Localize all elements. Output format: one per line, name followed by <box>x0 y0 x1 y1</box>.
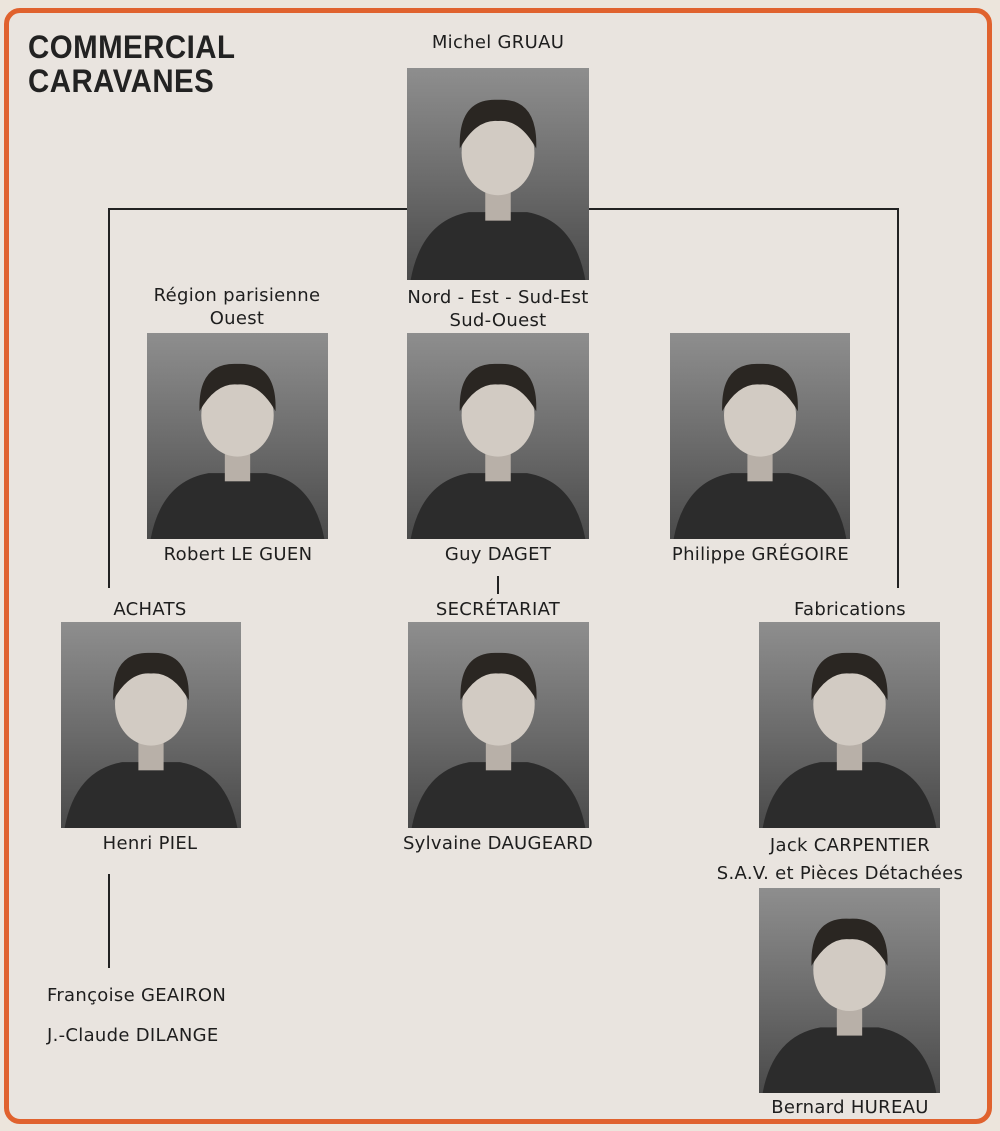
photo-michel-gruau <box>407 68 589 280</box>
photo-sylvaine-daugeard <box>408 622 589 828</box>
portrait-silhouette <box>61 622 241 828</box>
portrait-shoulders <box>674 473 847 539</box>
title-line-1: COMMERCIAL <box>28 29 236 65</box>
dept-fabrications: Fabrications <box>794 599 906 620</box>
name-henri-piel: Henri PIEL <box>102 833 198 854</box>
region-left-line-2: Ouest <box>209 308 265 329</box>
dept-achats: ACHATS <box>113 599 187 620</box>
portrait-shoulders <box>412 762 586 828</box>
subtitle-sav-pieces: S.A.V. et Pièces Détachées <box>716 863 964 884</box>
photo-philippe-gregoire <box>670 333 850 539</box>
name-guy-daget: Guy DAGET <box>444 544 552 565</box>
photo-guy-daget <box>407 333 589 539</box>
portrait-shoulders <box>411 212 586 280</box>
staff-francoise-geairon: Françoise GEAIRON <box>47 985 227 1006</box>
name-jack-carpentier: Jack CARPENTIER <box>769 835 931 856</box>
name-michel-gruau: Michel GRUAU <box>431 32 565 53</box>
name-sylvaine-daugeard: Sylvaine DAUGEARD <box>402 833 594 854</box>
staff-jclaude-dilange: J.-Claude DILANGE <box>47 1025 219 1046</box>
portrait-silhouette <box>407 68 589 280</box>
connector-top-right <box>588 208 898 210</box>
photo-henri-piel <box>61 622 241 828</box>
name-robert-le-guen: Robert LE GUEN <box>163 544 313 565</box>
portrait-shoulders <box>65 762 238 828</box>
portrait-silhouette <box>408 622 589 828</box>
name-bernard-hureau: Bernard HUREAU <box>771 1097 929 1118</box>
portrait-silhouette <box>147 333 328 539</box>
photo-bernard-hureau <box>759 888 940 1093</box>
connector-left-vertical <box>108 208 110 588</box>
photo-jack-carpentier <box>759 622 940 828</box>
region-center-line-1: Nord - Est - Sud-Est <box>407 287 589 308</box>
portrait-silhouette <box>407 333 589 539</box>
region-center-line-2: Sud-Ouest <box>449 310 547 331</box>
connector-right-vertical <box>897 208 899 588</box>
portrait-silhouette <box>759 622 940 828</box>
connector-piel-staff <box>108 874 110 968</box>
portrait-shoulders <box>763 1027 937 1093</box>
photo-robert-le-guen <box>147 333 328 539</box>
connector-top-left <box>108 208 408 210</box>
connector-daget-secretariat <box>497 576 499 594</box>
portrait-silhouette <box>670 333 850 539</box>
portrait-shoulders <box>151 473 325 539</box>
name-philippe-gregoire: Philippe GRÉGOIRE <box>671 544 850 565</box>
portrait-shoulders <box>411 473 586 539</box>
chart-title <box>28 30 235 98</box>
dept-secretariat: SECRÉTARIAT <box>435 599 561 620</box>
region-left-line-1: Région parisienne <box>153 285 321 306</box>
title-line-2: CARAVANES <box>28 63 215 99</box>
portrait-silhouette <box>759 888 940 1093</box>
portrait-shoulders <box>763 762 937 828</box>
